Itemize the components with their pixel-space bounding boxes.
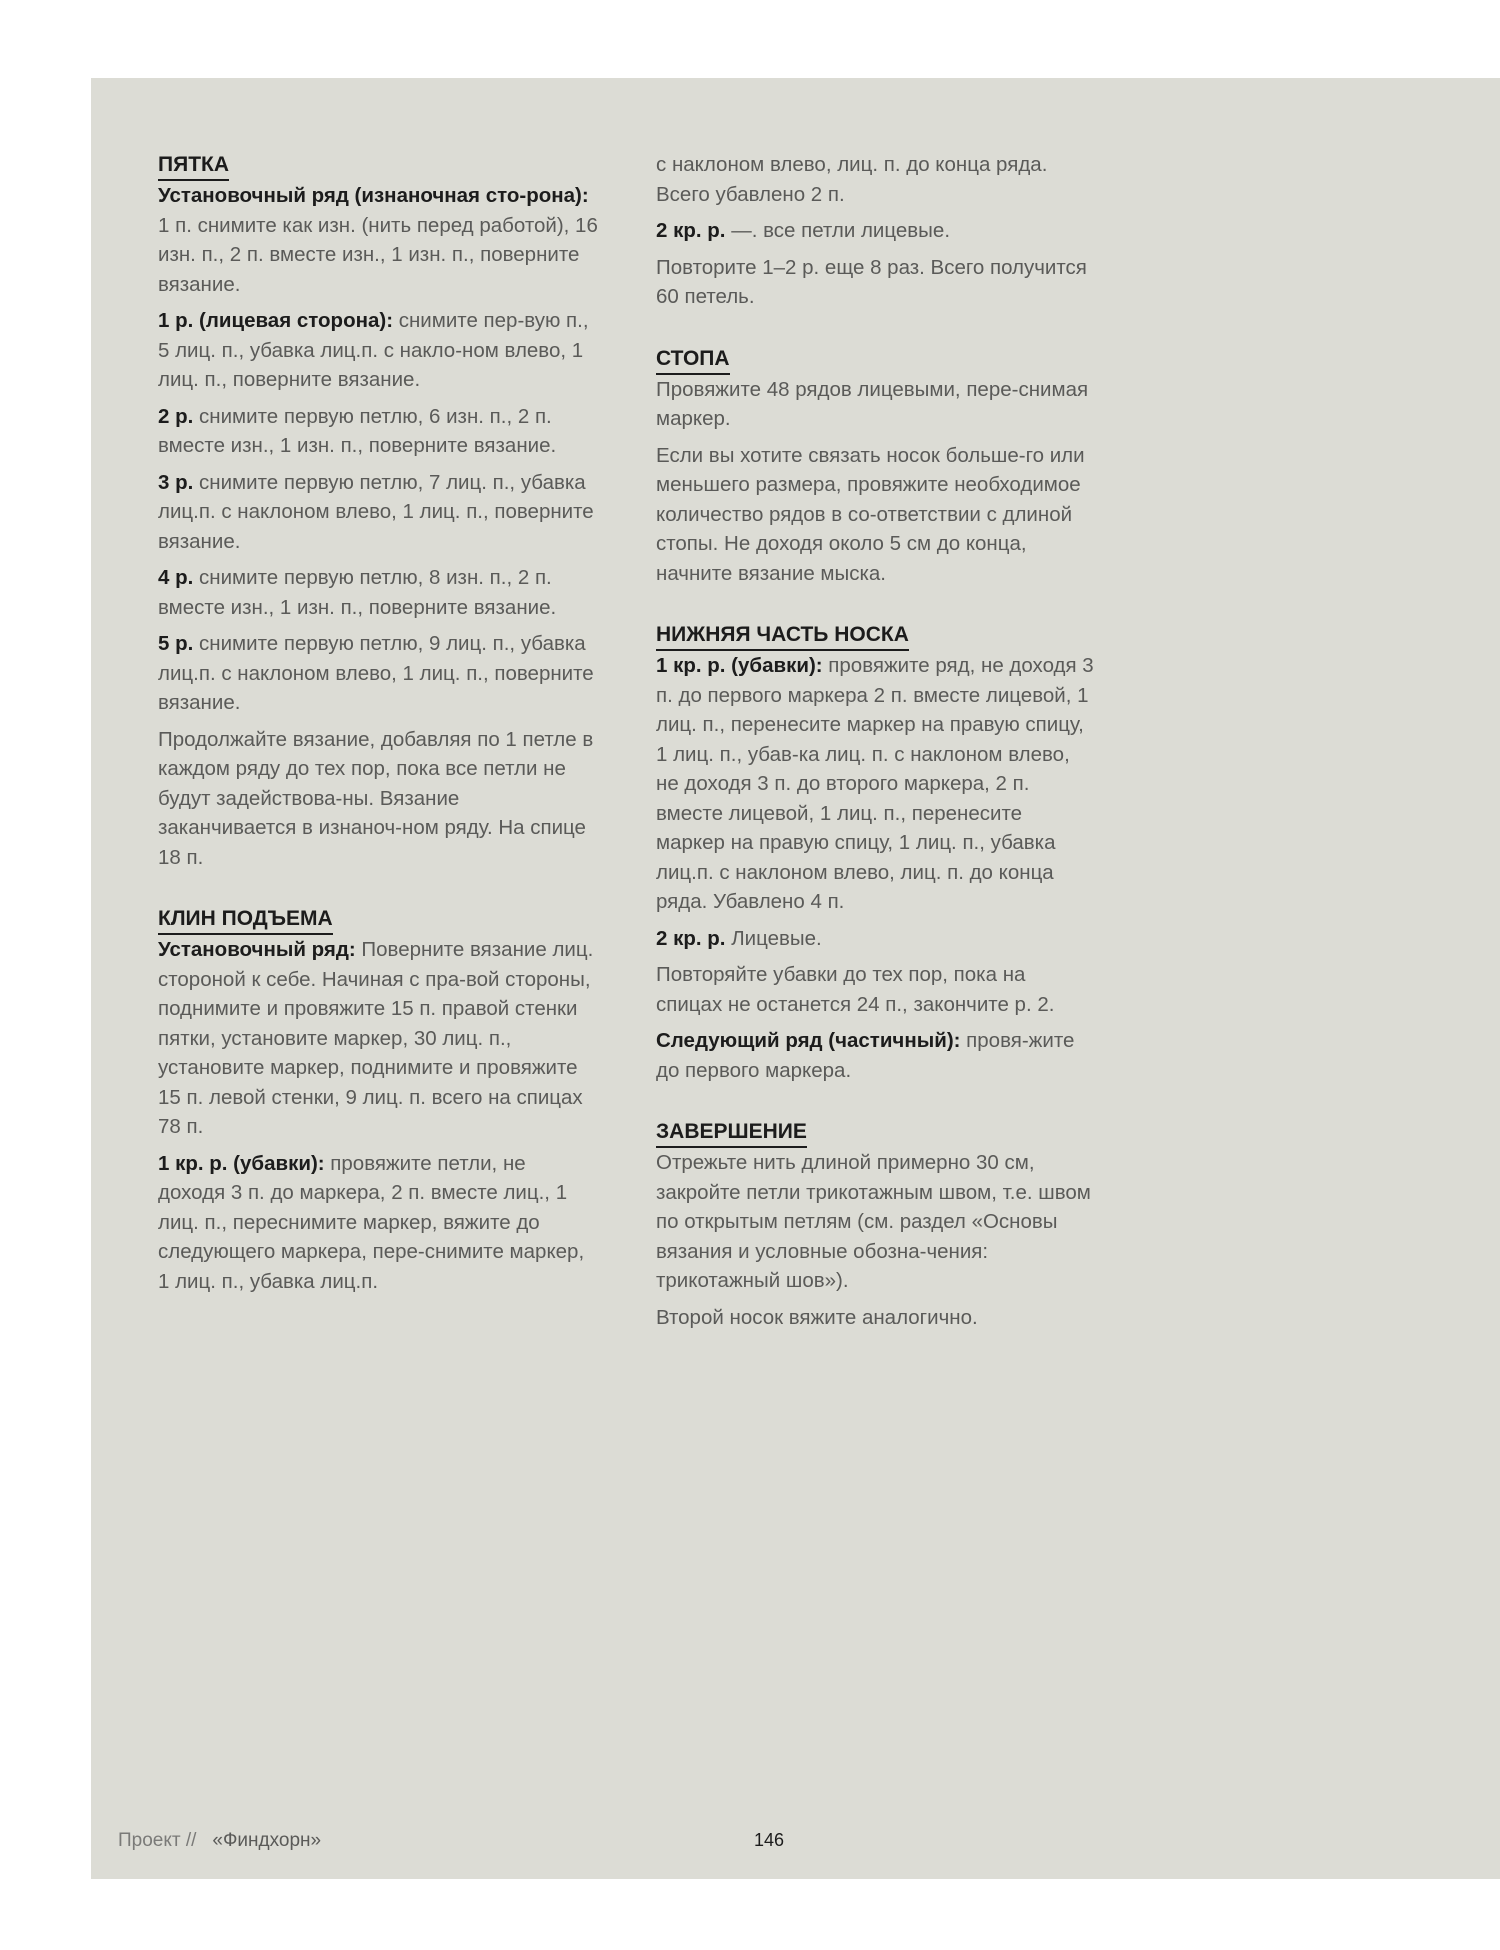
section-foot [656,344,1096,589]
section-toe [656,620,1096,1085]
row-label: 1 р. (лицевая сторона): [158,309,394,332]
row-text: снимите первую петлю, 9 лиц. п., убавка лиц.п. с наклоном влево, 1 лиц. п., поверните вязание. [158,632,594,714]
row-text: Лицевые. [725,926,822,950]
left-column [158,150,598,1328]
row-label: 1 кр. р. (убавки): [656,654,823,677]
paragraph [158,935,598,1142]
section-gusset [158,904,598,1296]
paragraph: с наклоном влево, лиц. п. до конца ряда. Всего убавлено 2 п. [656,153,1048,206]
paragraph [158,181,598,299]
row-label: 2 кр. р. [656,219,726,242]
section-heel [158,150,598,872]
paragraph [656,924,1096,954]
paragraph: Продолжайте вязание, добавляя по 1 петле в каждом ряду до тех пор, пока все петли не будут задействова-ны. Вязание заканчивается в изнаноч-ном ряду. На спице 18 п. [158,727,594,869]
row-text: снимите первую петлю, 6 изн. п., 2 п. вместе изн., 1 изн. п., поверните вязание. [158,404,557,457]
row-label: Установочный ряд (изнаночная сто-рона): [158,184,589,207]
project-label: Проект // [118,1830,197,1851]
row-label: 3 р. [158,470,194,494]
page-number: 146 [754,1830,785,1850]
row-label: Следующий ряд (частичный): [656,1029,961,1052]
row-text: снимите первую петлю, 7 лиц. п., убавка лиц.п. с наклоном влево, 1 лиц. п., поверните вязание. [158,470,594,553]
paragraph: Повторите 1–2 р. еще 8 раз. Всего получится 60 петель. [656,255,1087,308]
heading-toe: НИЖНЯЯ ЧАСТЬ НОСКА [656,621,909,651]
heading-heel: ПЯТКА [158,151,229,181]
row-text: Поверните вязание лиц. стороной к себе. Начиная с пра-вой стороны, поднимите и провяжите 15 п. правой стенки пятки, установите маркер, 30 лиц. п., установите маркер, поднимите и провяжите 15 п. левой стенки, 9 лиц. п. всего на спицах 78 п. [158,938,594,1138]
right-column [656,150,1096,1364]
paragraph: Второй носок вяжите аналогично. [656,1305,978,1329]
paragraph [656,1026,1096,1085]
project-title: «Финдхорн» [212,1830,322,1851]
row-label: 4 р. [158,566,194,589]
row-text: провяжите ряд, не доходя 3 п. до первого маркера 2 п. вместе лицевой, 1 лиц. п., перенесите маркер на правую спицу, 1 лиц. п., убав-ка лиц. п. с наклоном влево, не доходя 3 п. до второго маркера, 2 п. вместе лицевой, 1 лиц. п., перенесите маркер на правую спицу, 1 лиц. п., убавка лиц.п. с наклоном влево, лиц. п. до конца ряда. Убавлено 4 п. [656,654,1094,913]
row-text: провяжите петли, не доходя 3 п. до маркера, 2 п. вместе лиц., 1 лиц. п., переснимите маркер, вяжите до следующего маркера, пере-снимите маркер, 1 лиц. п., убавка лиц.п. [158,1151,585,1293]
paragraph [158,306,598,395]
paragraph [158,402,598,461]
paragraph [158,1149,598,1297]
paragraph [158,468,598,557]
running-footer [118,1830,321,1852]
row-text: 1 п. снимите как изн. (нить перед работой), 16 изн. п., 2 п. вместе изн., 1 изн. п., поверните вязание. [158,213,598,296]
paragraph [158,629,598,718]
row-label: 5 р. [158,632,194,655]
row-text: снимите пер-вую п., 5 лиц. п., убавка лиц.п. с накло-ном влево, 1 лиц. п., поверните вязание. [158,309,589,391]
row-label: 2 кр. р. [656,926,726,950]
heading-finish: ЗАВЕРШЕНИЕ [656,1118,807,1148]
row-text: —. все петли лицевые. [725,219,951,242]
paragraph: Если вы хотите связать носок больше-го или меньшего размера, провяжите необходимое количество рядов в со-ответствии с длиной стопы. Не доходя около 5 см до конца, начните вязание мыска. [656,443,1085,585]
page-background [91,78,1500,1879]
row-label: 1 кр. р. (убавки): [158,1151,325,1175]
section-finish [656,1117,1096,1332]
section-continuation [656,150,1096,312]
heading-foot: СТОПА [656,345,730,375]
row-text: провя-жите до первого маркера. [656,1029,1075,1082]
heading-gusset: КЛИН ПОДЪЕМА [158,905,333,935]
paragraph [656,216,1096,246]
row-label: 2 р. [158,404,194,428]
row-label: Установочный ряд: [158,938,356,961]
paragraph [656,651,1096,917]
paragraph: Провяжите 48 рядов лицевыми, пере-снимая маркер. [656,377,1089,430]
paragraph: Повторяйте убавки до тех пор, пока на спицах не останется 24 п., закончите р. 2. [656,963,1055,1016]
row-text: снимите первую петлю, 8 изн. п., 2 п. вместе изн., 1 изн. п., поверните вязание. [158,566,557,619]
paragraph [158,563,598,622]
paragraph: Отрежьте нить длиной примерно 30 см, закройте петли трикотажным швом, т.е. швом по открытым петлям (см. раздел «Основы вязания и условные обозна-чения: трикотажный шов»). [656,1151,1091,1292]
